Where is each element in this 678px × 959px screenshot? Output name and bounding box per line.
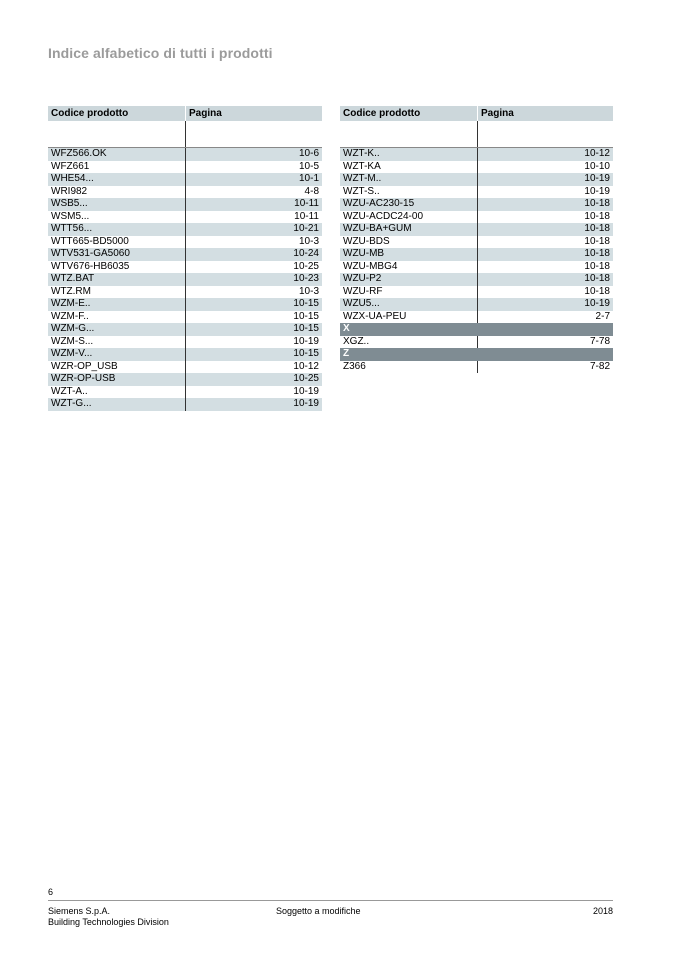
header-code: Codice prodotto	[51, 108, 129, 119]
table-row	[340, 298, 613, 311]
table-row	[340, 236, 613, 249]
table-row	[48, 248, 322, 261]
page-ref: 10-25	[185, 261, 322, 274]
table-row	[340, 311, 613, 324]
right-index-table	[340, 106, 613, 373]
table-row	[48, 223, 322, 236]
header-code: Codice prodotto	[343, 108, 421, 119]
table-row	[48, 311, 322, 324]
page-ref: 10-12	[185, 361, 322, 374]
page-ref: 10-18	[477, 223, 613, 236]
page-ref: 10-3	[185, 236, 322, 249]
page-ref: 10-15	[185, 323, 322, 336]
page-ref: 2-7	[477, 311, 613, 324]
product-code: WZM-F..	[51, 310, 89, 322]
product-code: WHE54...	[51, 173, 94, 184]
page-ref: 10-18	[477, 198, 613, 211]
page-ref: 10-19	[477, 173, 613, 186]
table-row	[48, 273, 322, 286]
table-row	[340, 361, 613, 374]
product-code: WZU-BA+GUM	[343, 223, 412, 234]
product-code: WZM-V...	[51, 348, 93, 359]
product-code: WZU-P2	[343, 273, 382, 284]
page-ref: 10-15	[185, 311, 322, 324]
table-row	[340, 198, 613, 211]
table-row	[48, 386, 322, 399]
table-row	[340, 211, 613, 224]
page-ref: 10-19	[185, 336, 322, 349]
table-header	[340, 106, 613, 121]
product-code: WZM-G...	[51, 323, 95, 334]
page-ref: 10-18	[477, 211, 613, 224]
product-code: WZU-AC230-15	[343, 198, 415, 209]
table-row	[48, 261, 322, 274]
right-rows-x	[340, 336, 613, 349]
product-code: XGZ..	[343, 335, 370, 347]
product-code: WSM5...	[51, 210, 90, 222]
page-ref: 10-10	[477, 161, 613, 174]
table-row	[48, 323, 322, 336]
right-rows-z	[340, 361, 613, 374]
product-code: WZU-BDS	[343, 235, 390, 247]
table-row	[340, 336, 613, 349]
page-number: 6	[48, 887, 54, 897]
blank-row	[48, 121, 322, 148]
page-ref: 10-21	[185, 223, 322, 236]
product-code: WRI982	[51, 185, 88, 197]
table-row	[48, 348, 322, 361]
page-ref: 10-19	[185, 398, 322, 411]
product-code: WZT-A..	[51, 385, 88, 397]
product-code: WZR-OP_USB	[51, 360, 118, 372]
product-code: WZT-S..	[343, 185, 380, 197]
table-header	[48, 106, 322, 121]
product-code: WZT-K..	[343, 148, 380, 159]
page-ref: 10-18	[477, 261, 613, 274]
right-rows	[340, 148, 613, 323]
section-letter-z: Z	[340, 348, 613, 361]
page-ref: 10-19	[477, 186, 613, 199]
company-name: Siemens S.p.A.	[48, 906, 111, 916]
footer-company	[48, 906, 169, 928]
product-code: WZT-G...	[51, 398, 92, 409]
product-code: WZR-OP-USB	[51, 373, 116, 384]
page-ref: 10-23	[185, 273, 322, 286]
product-code: WZT-KA	[343, 160, 381, 172]
table-row	[340, 223, 613, 236]
product-code: WZU-ACDC24-00	[343, 210, 424, 222]
table-row	[340, 148, 613, 161]
page-ref: 10-15	[185, 298, 322, 311]
table-row	[340, 161, 613, 174]
table-row	[340, 186, 613, 199]
table-row	[48, 186, 322, 199]
product-code: WFZ566.OK	[51, 148, 107, 159]
footer-year: 2018	[592, 906, 613, 916]
product-code: WZU-RF	[343, 285, 383, 297]
page-title: Indice alfabetico di tutti i prodotti	[48, 45, 273, 61]
table-row	[48, 373, 322, 386]
division-name: Building Technologies Division	[48, 917, 169, 927]
page-ref: 10-18	[477, 236, 613, 249]
header-page: Pagina	[477, 106, 613, 121]
table-row	[48, 298, 322, 311]
product-code: WZU5...	[343, 298, 380, 309]
page-ref: 10-18	[477, 286, 613, 299]
product-code: WTZ.RM	[51, 285, 91, 297]
product-code: WZU-MBG4	[343, 260, 398, 272]
page-ref: 10-18	[477, 248, 613, 261]
product-code: WZX-UA-PEU	[343, 310, 407, 322]
left-index-table	[48, 106, 322, 411]
product-code: WSB5...	[51, 198, 88, 209]
page-ref: 10-1	[185, 173, 322, 186]
page-ref: 4-8	[185, 186, 322, 199]
product-code: WZM-E..	[51, 298, 91, 309]
product-code: WTT665-BD5000	[51, 235, 129, 247]
page-ref: 10-5	[185, 161, 322, 174]
table-row	[48, 173, 322, 186]
left-rows	[48, 148, 322, 411]
page-ref: 10-11	[185, 198, 322, 211]
header-page: Pagina	[185, 106, 322, 121]
product-code: Z366	[343, 360, 366, 372]
table-row	[48, 161, 322, 174]
footer-notice: Soggetto a modifiche	[276, 906, 361, 916]
page-ref: 10-19	[477, 298, 613, 311]
product-code: WTV676-HB6035	[51, 260, 130, 272]
table-row	[48, 361, 322, 374]
page-ref: 10-24	[185, 248, 322, 261]
page-ref: 7-78	[477, 336, 613, 349]
table-row	[48, 398, 322, 411]
product-code: WZM-S...	[51, 335, 94, 347]
table-row	[48, 286, 322, 299]
product-code: WTV531-GA5060	[51, 248, 130, 259]
page-ref: 10-18	[477, 273, 613, 286]
table-row	[340, 273, 613, 286]
table-row	[340, 261, 613, 274]
footer-divider	[48, 900, 613, 901]
table-row	[48, 336, 322, 349]
page-ref: 10-12	[477, 148, 613, 161]
page-ref: 7-82	[477, 361, 613, 374]
blank-row	[340, 121, 613, 148]
product-code: WFZ661	[51, 160, 90, 172]
table-row	[340, 248, 613, 261]
product-code: WTZ.BAT	[51, 273, 95, 284]
table-row	[340, 286, 613, 299]
page-ref: 10-15	[185, 348, 322, 361]
table-row	[340, 173, 613, 186]
page-ref: 10-19	[185, 386, 322, 399]
product-code: WTT56...	[51, 223, 93, 234]
product-code: WZT-M..	[343, 173, 382, 184]
product-code: WZU-MB	[343, 248, 385, 259]
table-row	[48, 148, 322, 161]
page-ref: 10-25	[185, 373, 322, 386]
section-letter-x: X	[340, 323, 613, 336]
table-row	[48, 198, 322, 211]
page-ref: 10-6	[185, 148, 322, 161]
page-ref: 10-3	[185, 286, 322, 299]
page-ref: 10-11	[185, 211, 322, 224]
table-row	[48, 211, 322, 224]
table-row	[48, 236, 322, 249]
